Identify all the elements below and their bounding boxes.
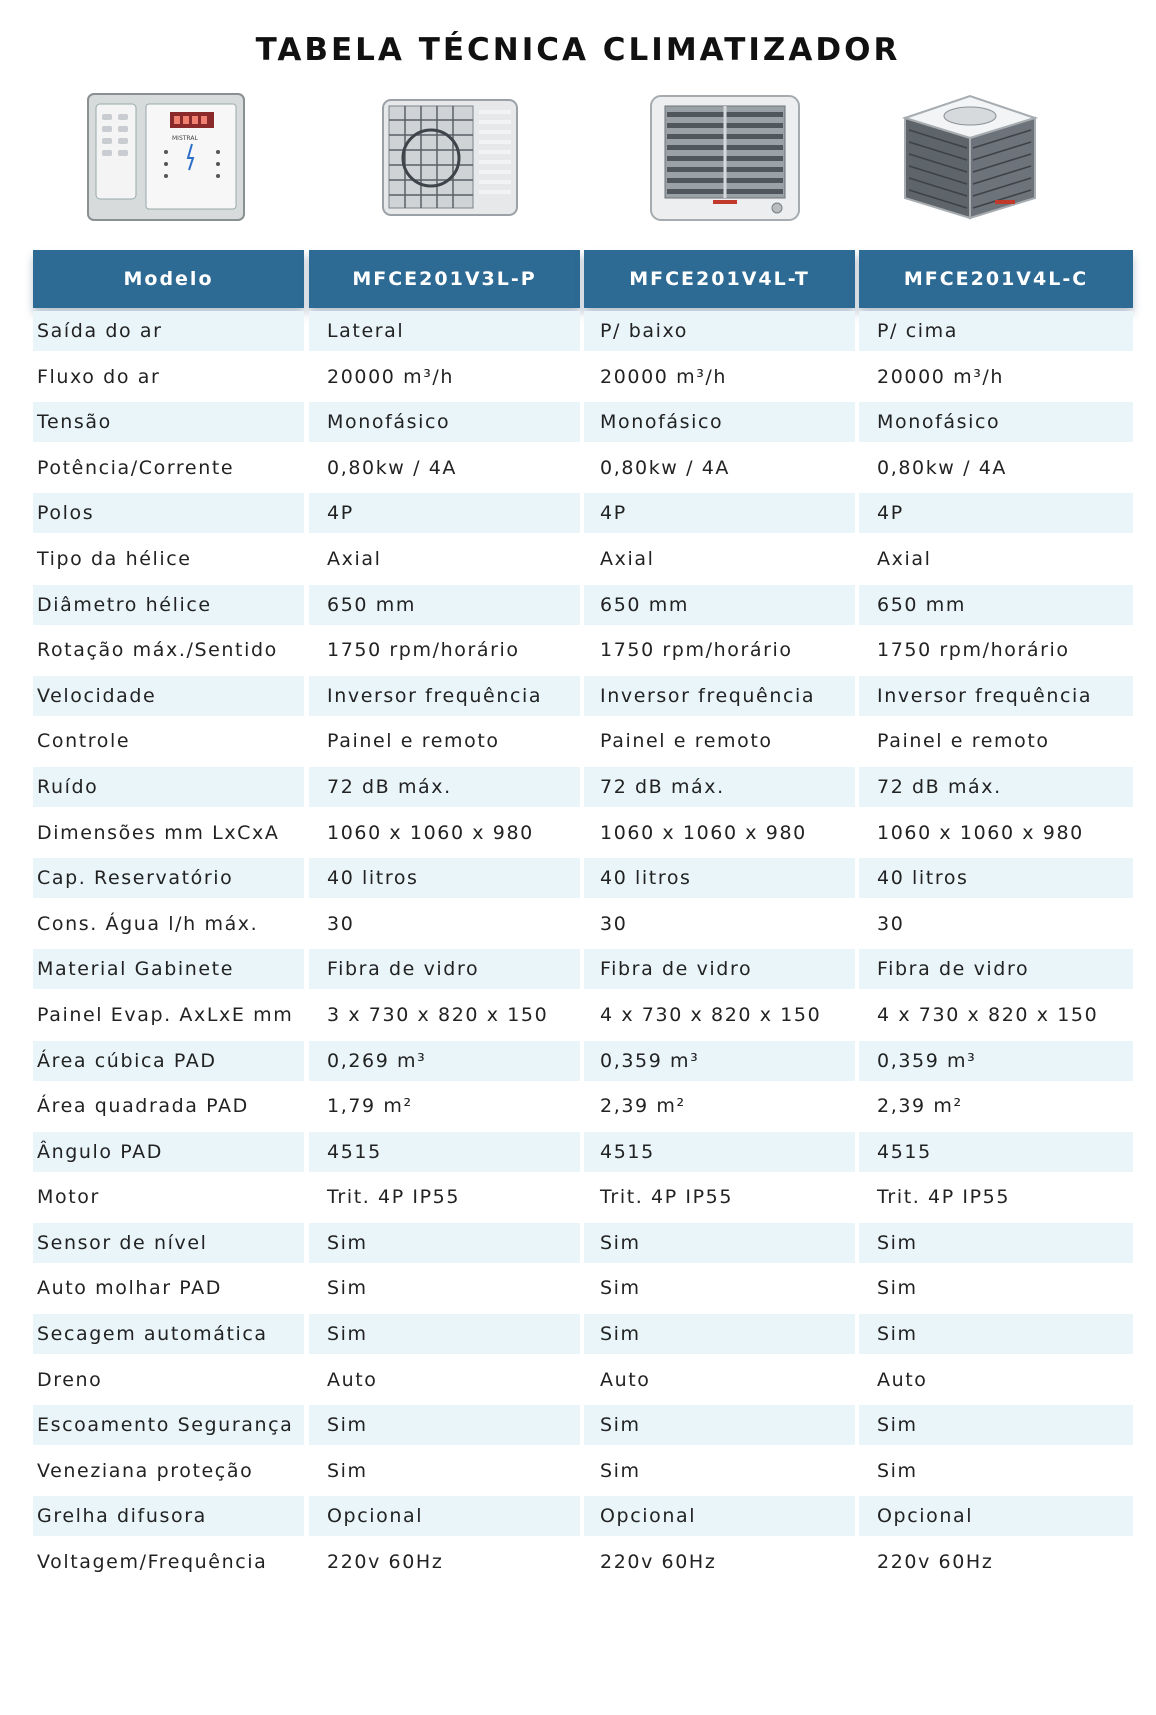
cell-value: 72 dB máx. <box>584 767 855 807</box>
header-model-1: MFCE201V3L-P <box>309 250 580 308</box>
table-row <box>33 1448 1133 1494</box>
row-label: Polos <box>33 493 304 533</box>
cell-value: Sim <box>859 1405 1133 1445</box>
table-row <box>33 536 1133 582</box>
table-row <box>33 810 1133 856</box>
row-label: Ângulo PAD <box>33 1132 304 1172</box>
cell-value: Sim <box>877 1277 918 1300</box>
table-row <box>33 354 1133 400</box>
table-row <box>33 855 1133 901</box>
cell-value: Sim <box>584 1405 855 1445</box>
cell-value: 2,39 m² <box>877 1095 963 1118</box>
cell-value: 0,359 m³ <box>584 1041 855 1081</box>
cell-value: 20000 m³/h <box>877 365 1005 388</box>
row-label: Dimensões mm LxCxA <box>37 821 280 844</box>
cell-value: 20000 m³/h <box>600 365 728 388</box>
table-row <box>33 1539 1133 1585</box>
cell-value: Sim <box>877 1459 918 1482</box>
table-header <box>33 250 1133 308</box>
cell-value: 650 mm <box>584 585 855 625</box>
cell-value: 4 x 730 x 820 x 150 <box>877 1003 1099 1026</box>
cell-value: Opcional <box>584 1496 855 1536</box>
row-label: Diâmetro hélice <box>33 585 304 625</box>
table-row <box>33 673 1133 719</box>
table-row <box>33 490 1133 536</box>
control-panel-image <box>86 92 246 222</box>
row-label: Rotação máx./Sentido <box>37 639 278 662</box>
table-row <box>33 901 1133 947</box>
cell-value: Painel e remoto <box>327 730 500 753</box>
header-model-3: MFCE201V4L-C <box>859 250 1133 308</box>
row-label: Tensão <box>33 402 304 442</box>
cell-value: Monofásico <box>859 402 1133 442</box>
table-row <box>33 1174 1133 1220</box>
cell-value: 1750 rpm/horário <box>877 639 1070 662</box>
table-row <box>33 399 1133 445</box>
product-images <box>0 90 1156 235</box>
cell-value: 4515 <box>584 1132 855 1172</box>
spec-table <box>33 250 1133 1585</box>
cell-value: 4P <box>859 493 1133 533</box>
row-label: Saída do ar <box>33 311 304 351</box>
cell-value: 0,80kw / 4A <box>600 456 731 479</box>
cell-value: Sim <box>309 1223 580 1263</box>
row-label: Tipo da hélice <box>37 547 192 570</box>
cell-value: 30 <box>600 912 628 935</box>
cell-value: Trit. 4P IP55 <box>600 1186 734 1209</box>
table-row <box>33 308 1133 354</box>
cell-value: Lateral <box>309 311 580 351</box>
row-label: Veneziana proteção <box>37 1459 254 1482</box>
cell-value: 40 litros <box>584 858 855 898</box>
cell-value: 1060 x 1060 x 980 <box>327 821 534 844</box>
cell-value: 72 dB máx. <box>309 767 580 807</box>
cell-value: Auto <box>877 1368 928 1391</box>
table-row <box>33 1038 1133 1084</box>
cell-value: 30 <box>327 912 355 935</box>
cooler-down-image <box>645 90 805 225</box>
row-label: Área cúbica PAD <box>33 1041 304 1081</box>
row-label: Motor <box>37 1186 100 1209</box>
cell-value: Inversor frequência <box>584 676 855 716</box>
table-row <box>33 1357 1133 1403</box>
cell-value: Fibra de vidro <box>584 949 855 989</box>
control-panel-brand: MISTRAL <box>172 135 198 142</box>
cell-value: 1,79 m² <box>327 1095 413 1118</box>
cell-value: 40 litros <box>309 858 580 898</box>
cell-value: Fibra de vidro <box>859 949 1133 989</box>
cell-value: Inversor frequência <box>309 676 580 716</box>
cell-value: P/ baixo <box>584 311 855 351</box>
header-model-2: MFCE201V4L-T <box>584 250 855 308</box>
cell-value: Auto <box>600 1368 651 1391</box>
page-title: TABELA TÉCNICA CLIMATIZADOR <box>255 32 901 68</box>
cell-value: 4515 <box>309 1132 580 1172</box>
cell-value: 4 x 730 x 820 x 150 <box>600 1003 822 1026</box>
cell-value: 650 mm <box>309 585 580 625</box>
row-label: Velocidade <box>33 676 304 716</box>
cell-value: 1750 rpm/horário <box>327 639 520 662</box>
cell-value: Axial <box>877 547 932 570</box>
cell-value: 1060 x 1060 x 980 <box>600 821 807 844</box>
cell-value: 20000 m³/h <box>327 365 455 388</box>
table-row <box>33 1265 1133 1311</box>
cell-value: Sim <box>859 1314 1133 1354</box>
table-row <box>33 582 1133 628</box>
header-modelo: Modelo <box>33 250 304 308</box>
row-label: Auto molhar PAD <box>37 1277 222 1300</box>
table-row <box>33 1083 1133 1129</box>
cell-value: Sim <box>584 1314 855 1354</box>
cell-value: 1750 rpm/horário <box>600 639 793 662</box>
row-label: Potência/Corrente <box>37 456 235 479</box>
cell-value: Sim <box>600 1277 641 1300</box>
cell-value: Sim <box>309 1314 580 1354</box>
cell-value: 0,269 m³ <box>309 1041 580 1081</box>
table-row <box>33 1129 1133 1175</box>
table-row <box>33 718 1133 764</box>
table-row <box>33 946 1133 992</box>
table-row <box>33 1220 1133 1266</box>
cell-value: Monofásico <box>309 402 580 442</box>
cell-value: 2,39 m² <box>600 1095 686 1118</box>
cell-value: 0,359 m³ <box>859 1041 1133 1081</box>
cell-value: Monofásico <box>584 402 855 442</box>
cell-value: P/ cima <box>859 311 1133 351</box>
row-label: Sensor de nível <box>33 1223 304 1263</box>
cell-value: Sim <box>584 1223 855 1263</box>
cell-value: 220v 60Hz <box>327 1551 444 1574</box>
table-row <box>33 764 1133 810</box>
table-row <box>33 445 1133 491</box>
row-label: Cap. Reservatório <box>33 858 304 898</box>
cell-value: Trit. 4P IP55 <box>327 1186 461 1209</box>
row-label: Escoamento Segurança <box>33 1405 304 1445</box>
cell-value: 3 x 730 x 820 x 150 <box>327 1003 549 1026</box>
row-label: Voltagem/Frequência <box>37 1551 268 1574</box>
cell-value: 72 dB máx. <box>859 767 1133 807</box>
cooler-lateral-image <box>375 90 525 225</box>
cell-value: Inversor frequência <box>859 676 1133 716</box>
cell-value: Opcional <box>309 1496 580 1536</box>
cell-value: 4515 <box>859 1132 1133 1172</box>
cooler-up-image <box>895 90 1045 225</box>
row-label: Painel Evap. AxLxE mm <box>37 1003 294 1026</box>
cell-value: 1060 x 1060 x 980 <box>877 821 1084 844</box>
table-row <box>33 1402 1133 1448</box>
cell-value: Sim <box>327 1277 368 1300</box>
row-label: Dreno <box>37 1368 103 1391</box>
cell-value: 40 litros <box>859 858 1133 898</box>
row-label: Cons. Água l/h máx. <box>37 912 259 935</box>
cell-value: Sim <box>600 1459 641 1482</box>
row-label: Controle <box>37 730 131 753</box>
cell-value: 4P <box>584 493 855 533</box>
cell-value: 4P <box>309 493 580 533</box>
cell-value: Axial <box>327 547 382 570</box>
row-label: Área quadrada PAD <box>37 1095 249 1118</box>
row-label: Secagem automática <box>33 1314 304 1354</box>
cell-value: Opcional <box>859 1496 1133 1536</box>
cell-value: 650 mm <box>859 585 1133 625</box>
table-row <box>33 992 1133 1038</box>
cell-value: 220v 60Hz <box>877 1551 994 1574</box>
row-label: Fluxo do ar <box>37 365 161 388</box>
cell-value: Fibra de vidro <box>309 949 580 989</box>
cell-value: Trit. 4P IP55 <box>877 1186 1011 1209</box>
cell-value: 30 <box>877 912 905 935</box>
cell-value: Painel e remoto <box>600 730 773 753</box>
cell-value: 0,80kw / 4A <box>877 456 1008 479</box>
row-label: Material Gabinete <box>33 949 304 989</box>
row-label: Grelha difusora <box>33 1496 304 1536</box>
table-row <box>33 627 1133 673</box>
row-label: Ruído <box>33 767 304 807</box>
table-row <box>33 1493 1133 1539</box>
cell-value: Sim <box>859 1223 1133 1263</box>
cell-value: 220v 60Hz <box>600 1551 717 1574</box>
cell-value: Auto <box>327 1368 378 1391</box>
cell-value: Sim <box>309 1405 580 1445</box>
table-body <box>33 308 1133 1585</box>
cell-value: Sim <box>327 1459 368 1482</box>
table-row <box>33 1311 1133 1357</box>
cell-value: Axial <box>600 547 655 570</box>
cell-value: 0,80kw / 4A <box>327 456 458 479</box>
cell-value: Painel e remoto <box>877 730 1050 753</box>
